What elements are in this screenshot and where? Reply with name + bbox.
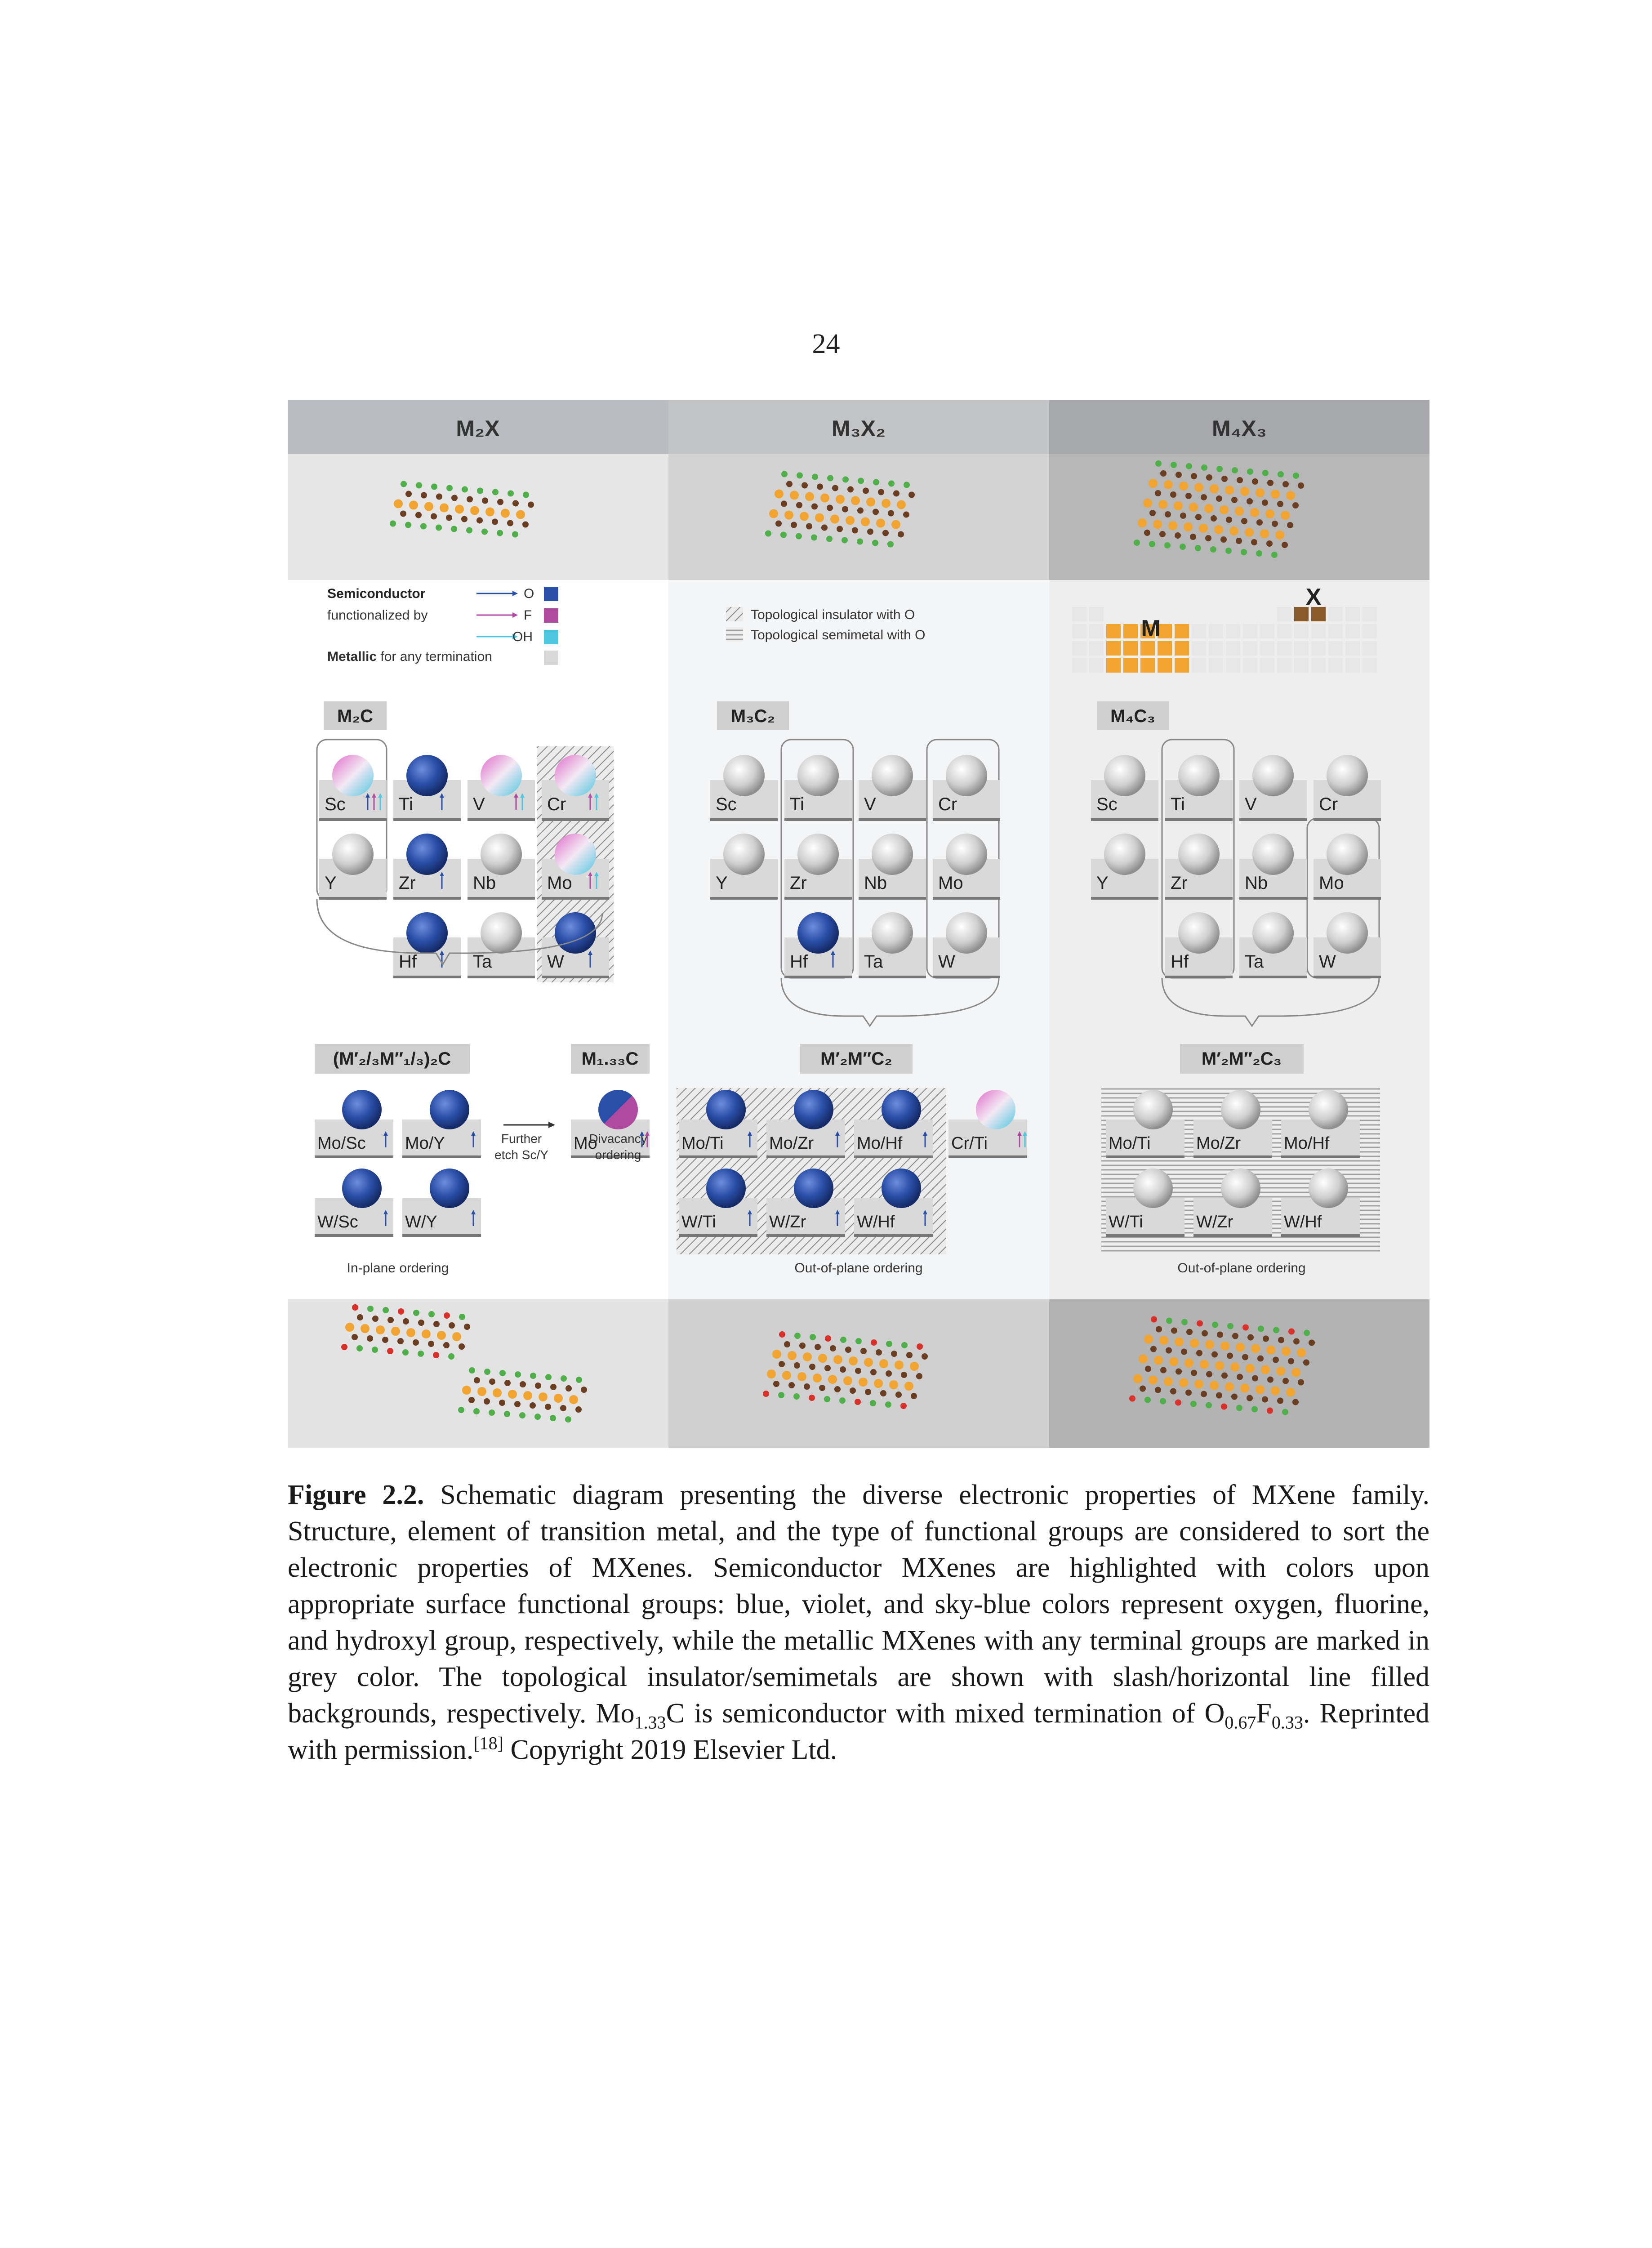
ordered-symbol: W/Zr [769,1213,806,1231]
element-symbol: Zr [1171,873,1188,893]
outofplane-caption-m4: Out-of-plane ordering [1177,1261,1306,1276]
element-symbol: Y [716,873,728,893]
outofplane-caption-m3: Out-of-plane ordering [794,1261,923,1276]
element-symbol: Ti [1171,794,1185,814]
element-symbol: W [1319,952,1336,972]
legend-topo-insulator: Topological insulator with O [751,607,915,622]
element-symbol: Nb [864,873,887,893]
col-header-m4x3: M₄X₃ [1212,416,1267,441]
element-symbol: Mo [938,873,963,893]
caption-label: Figure 2.2. [288,1480,424,1510]
legend-o: O [524,586,534,601]
further-etch-2: etch Sc/Y [494,1148,548,1162]
col-header-m3x2: M₃X₂ [831,416,886,441]
caption-sub-3: 0.33 [1271,1712,1303,1733]
mxene-diagram [288,400,1429,1448]
ordered-label-m3: M′₂M″C₂ [820,1049,892,1069]
ordered-symbol: Cr/Ti [951,1134,988,1153]
m2c-tile-cr [537,746,614,825]
inplane-caption: In-plane ordering [347,1261,449,1276]
element-symbol: V [864,794,876,814]
element-symbol: Mo [1319,873,1344,893]
element-symbol: Hf [790,952,808,972]
periodic-x-label: X [1305,584,1322,610]
element-symbol: Nb [473,873,496,893]
element-symbol: Hf [1171,952,1189,972]
ordered-symbol: Mo/Zr [1196,1134,1241,1153]
ordered-label-m133c: M₁.₃₃C [581,1049,639,1069]
divacancy-2: ordering [595,1148,641,1162]
ordered-symbol: W/Hf [1284,1213,1322,1231]
family-m3c2: M₃C₂ [730,706,775,726]
element-symbol: Ta [1245,952,1264,972]
caption-text-2: C is semiconductor with mixed termination of O [666,1698,1225,1729]
legend-metallic: Metallic for any termination [327,649,492,664]
element-symbol: Zr [399,873,416,893]
caption-sub-1: 1.33 [634,1712,666,1733]
element-symbol: Ti [790,794,804,814]
ordered-symbol: W/Y [405,1213,437,1231]
legend-f: F [524,608,532,623]
legend-functionalized: functionalized by [327,608,428,623]
ordered-symbol: W/Zr [1196,1213,1233,1231]
caption-text-1: Schematic diagram presenting the diverse electronic properties of MXene family. Structure, element of transition metal, and the type of functional groups are considered to sort the electronic properties of MXenes. Semiconductor MXenes are highlighted with colors upon appropriate surface functional groups: blue, violet, and sky-blue colors represent oxygen, fluorine, and hydroxyl group, respectively, while the metallic MXenes with any terminal groups are marked in grey color. The topological insulator/semimetals are shown with slash/horizontal line filled backgrounds, respectively. Mo [288,1480,1430,1729]
divacancy-1: Divacancy [589,1132,647,1146]
element-tiles [319,746,1381,982]
element-symbol: Cr [1319,794,1338,814]
family-m2c: M₂C [337,706,373,726]
element-symbol: V [473,794,485,814]
ordered-symbol: W/Ti [681,1213,716,1231]
element-symbol: Sc [325,794,346,814]
ordered-symbol: Mo/Sc [317,1134,366,1153]
periodic-m-label: M [1141,616,1161,642]
caption-text-4: . Reprinted with permission. [288,1698,1429,1765]
element-symbol: Hf [399,952,417,972]
figure-caption [288,1477,1429,1768]
element-symbol: W [938,952,955,972]
element-symbol: Y [325,873,337,893]
legend-semiconductor: Semiconductor [327,586,426,601]
element-symbol: Ta [864,952,883,972]
ordered-label-inplane: (M′₂/₃M″₁/₃)₂C [333,1049,451,1069]
element-symbol: Sc [1096,794,1118,814]
legend-topo-semimetal: Topological semimetal with O [751,628,926,642]
page-number: 24 [812,329,840,359]
col-header-m2x: M₂X [456,416,500,441]
ordered-label-m4: M′₂M″₂C₃ [1201,1049,1282,1069]
element-symbol: Ti [399,794,413,814]
caption-ref: [18] [473,1733,503,1753]
element-symbol: Zr [790,873,807,893]
element-symbol: Mo [547,873,572,893]
m2c-tile-mo [537,825,614,904]
element-symbol: Ta [473,952,492,972]
element-symbol: V [1245,794,1257,814]
family-m4c3: M₄C₃ [1110,706,1155,726]
element-symbol: W [547,952,564,972]
caption-text-5: Copyright 2019 Elsevier Ltd. [503,1735,837,1765]
legend-oh: OH [512,629,533,644]
element-symbol: Y [1096,873,1109,893]
element-symbol: Cr [547,794,566,814]
caption-sub-2: 0.67 [1225,1712,1256,1733]
ordered-symbol: Mo [574,1134,597,1153]
ordered-symbol: Mo/Zr [769,1134,814,1153]
element-symbol: Cr [938,794,957,814]
ordered-symbol: Mo/Ti [1109,1134,1151,1153]
ordered-symbol: W/Ti [1109,1213,1143,1231]
ordered-symbol: Mo/Y [405,1134,445,1153]
ordered-symbol: W/Sc [317,1213,358,1231]
further-etch-1: Further [501,1132,542,1146]
ordered-symbol: Mo/Hf [1284,1134,1330,1153]
ordered-symbol: W/Hf [857,1213,895,1231]
element-symbol: Nb [1245,873,1268,893]
element-symbol: Sc [716,794,737,814]
ordered-symbol: Mo/Ti [681,1134,724,1153]
ordered-symbol: Mo/Hf [857,1134,903,1153]
caption-text-3: F [1256,1698,1272,1729]
mxene-figure [288,400,1429,1448]
